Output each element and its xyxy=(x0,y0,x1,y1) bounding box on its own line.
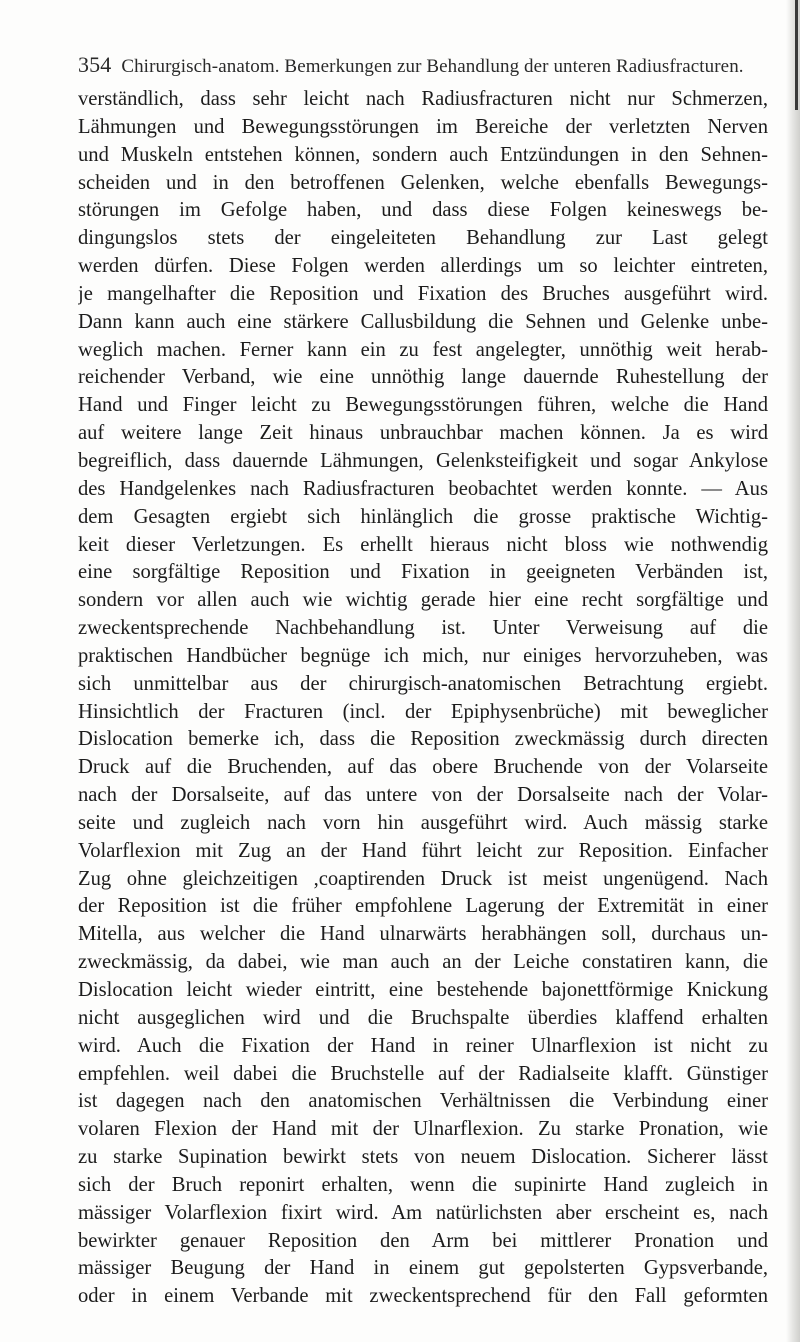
body-text xyxy=(78,86,768,1311)
page-number: 354 xyxy=(78,52,112,77)
text-line: sondern vor allen auch wie wichtig gerade hier eine recht sorgfältige und xyxy=(78,589,768,612)
text-line: verständlich, dass sehr leicht nach Radiusfracturen nicht nur Schmerzen, xyxy=(78,88,768,110)
text-line: empfehlen. weil dabei die Bruchstelle auf der Radialseite klafft. Günstiger xyxy=(78,1062,768,1085)
text-line: Druck auf die Bruchenden, auf das obere Bruchende von der Volarseite xyxy=(78,756,768,779)
text-line: Zug ohne gleichzeitigen ,coaptirenden Druck ist meist ungenügend. Nach xyxy=(78,867,768,890)
text-line: wird. Auch die Fixation der Hand in reiner Ulnarflexion ist nicht zu xyxy=(78,1034,768,1057)
text-line: des Handgelenkes nach Radiusfracturen beobachtet werden konnte. — Aus xyxy=(78,477,768,500)
text-line: keit dieser Verletzungen. Es erhellt hieraus nicht bloss wie nothwendig xyxy=(78,533,768,556)
text-line: oder in einem Verbande mit zweckentsprechend für den Fall geformten xyxy=(78,1285,768,1308)
text-line: begreiflich, dass dauernde Lähmungen, Gelenksteifigkeit und sogar Ankylose xyxy=(78,449,768,472)
text-line: reichender Verband, wie eine unnöthig lange dauernde Ruhestellung der xyxy=(78,366,768,389)
text-line: zweckentsprechende Nachbehandlung ist. Unter Verweisung auf die xyxy=(78,617,768,640)
text-line: sich der Bruch reponirt erhalten, wenn die supinirte Hand zugleich in xyxy=(78,1173,768,1196)
text-line: störungen im Gefolge haben, und dass diese Folgen keineswegs be- xyxy=(78,199,768,222)
text-line: eine sorgfältige Reposition und Fixation in geeigneten Verbänden ist, xyxy=(78,561,768,584)
text-line: scheiden und in den betroffenen Gelenken, welche ebenfalls Bewegungs- xyxy=(78,171,768,194)
text-line: Lähmungen und Bewegungsstörungen im Bereiche der verletzten Nerven xyxy=(78,115,768,138)
text-line: sich unmittelbar aus der chirurgisch-anatomischen Betrachtung ergiebt. xyxy=(78,672,768,695)
text-line: je mangelhafter die Reposition und Fixation des Bruches ausgeführt wird. xyxy=(78,282,768,305)
text-line: Hinsichtlich der Fracturen (incl. der Epiphysenbrüche) mit beweglicher xyxy=(78,700,768,723)
text-line: bewirkter genauer Reposition den Arm bei mittlerer Pronation und xyxy=(78,1229,768,1252)
text-line: dingungslos stets der eingeleiteten Behandlung zur Last gelegt xyxy=(78,227,768,250)
text-line: der Reposition ist die früher empfohlene Lagerung der Extremität in einer xyxy=(78,895,768,918)
text-line: ist dagegen nach den anatomischen Verhältnissen die Verbindung einer xyxy=(78,1090,768,1113)
text-line: auf weitere lange Zeit hinaus unbrauchbar machen können. Ja es wird xyxy=(78,422,768,445)
text-line: Hand und Finger leicht zu Bewegungsstörungen führen, welche die Hand xyxy=(78,394,768,417)
text-line: Dislocation bemerke ich, dass die Reposition zweckmässig durch directen xyxy=(78,728,768,751)
text-line: dem Gesagten ergiebt sich hinlänglich die grosse praktische Wichtig- xyxy=(78,505,768,528)
running-header-title: Chirurgisch-anatom. Bemerkungen zur Behandlung der unteren Radiusfracturen. xyxy=(121,56,744,77)
text-line: und Muskeln entstehen können, sondern auch Entzündungen in den Sehnen- xyxy=(78,143,768,166)
text-line: nicht ausgeglichen wird und die Bruchspalte überdies klaffend erhalten xyxy=(78,1006,768,1029)
text-line: seite und zugleich nach vorn hin ausgeführt wird. Auch mässig starke xyxy=(78,811,768,834)
text-line: nach der Dorsalseite, auf das untere von der Dorsalseite nach der Volar- xyxy=(78,784,768,807)
text-line: Volarflexion mit Zug an der Hand führt leicht zur Reposition. Einfacher xyxy=(78,839,768,862)
text-line: praktischen Handbücher begnüge ich mich, nur einiges hervorzuheben, was xyxy=(78,644,768,667)
text-line: Mitella, aus welcher die Hand ulnarwärts herabhängen soll, durchaus un- xyxy=(78,923,768,946)
text-line: weglich machen. Ferner kann ein zu fest angelegter, unnöthig weit herab- xyxy=(78,338,768,361)
running-header xyxy=(78,52,768,78)
text-line: mässiger Beugung der Hand in einem gut gepolsterten Gypsverbande, xyxy=(78,1257,768,1280)
text-line: volaren Flexion der Hand mit der Ulnarflexion. Zu starke Pronation, wie xyxy=(78,1118,768,1141)
text-line: Dislocation leicht wieder eintritt, eine bestehende bajonettförmige Knickung xyxy=(78,979,768,1001)
text-line: zweckmässig, da dabei, wie man auch an der Leiche constatiren kann, die xyxy=(78,951,768,974)
text-line: Dann kann auch eine stärkere Callusbildung die Sehnen und Gelenke unbe- xyxy=(78,310,768,333)
text-line: werden dürfen. Diese Folgen werden allerdings um so leichter eintreten, xyxy=(78,255,768,278)
page-edge xyxy=(786,0,800,1342)
text-line: mässiger Volarflexion fixirt wird. Am natürlichsten aber erscheint es, nach xyxy=(78,1201,768,1224)
text-line: zu starke Supination bewirkt stets von neuem Dislocation. Sicherer lässt xyxy=(78,1146,768,1169)
